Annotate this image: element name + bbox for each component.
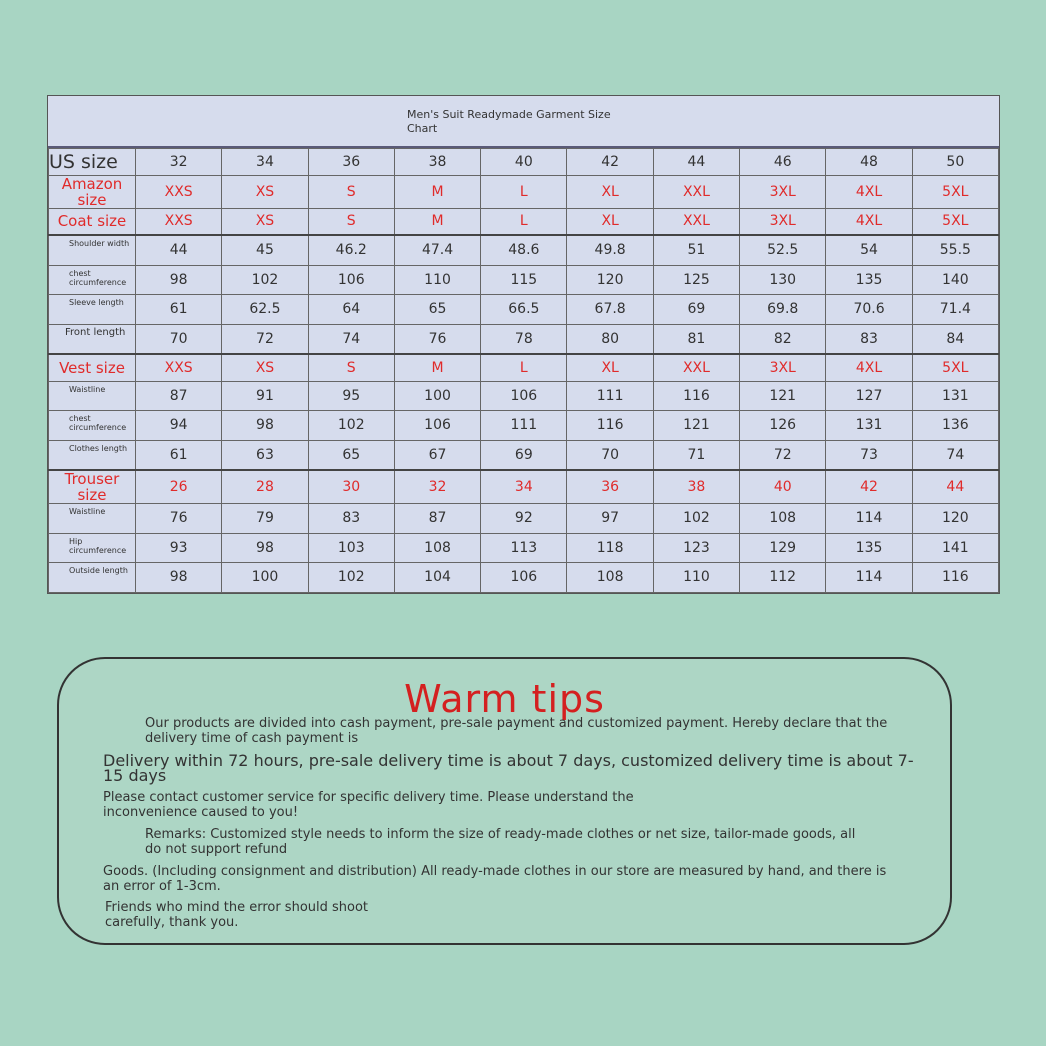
table-cell: 66.5 [481,295,567,325]
table-cell: 74 [308,324,394,354]
row-label: Amazon size [49,175,136,208]
table-cell: 114 [826,563,912,593]
size-chart [47,95,1000,594]
table-cell: 98 [222,533,308,563]
table-cell: 116 [653,381,739,411]
table-cell: 125 [653,265,739,295]
table-cell: 135 [826,533,912,563]
table-cell: 38 [394,149,480,176]
table-cell: 69.8 [740,295,826,325]
table-cell: 52.5 [740,235,826,265]
table-cell: 55.5 [912,235,998,265]
table-row [49,265,999,295]
table-cell: 73 [826,440,912,470]
tip-shoot-carefully: Friends who mind the error should shoot carefully, thank you. [105,900,369,930]
table-cell: 44 [653,149,739,176]
table-cell: 127 [826,381,912,411]
table-cell: 36 [567,470,653,504]
table-cell: 40 [481,149,567,176]
table-cell: 102 [308,563,394,593]
table-row [49,533,999,563]
chart-title-line1: Men's Suit Readymade Garment Size [407,108,611,121]
table-cell: 67 [394,440,480,470]
table-cell: L [481,354,567,381]
row-label: Clothes length [49,440,136,470]
table-cell: 121 [740,381,826,411]
table-cell: 136 [912,411,998,441]
tip-measurement-error: Goods. (Including consignment and distribution) All ready-made clothes in our store are measured by hand, and there is an error of 1-3cm. [103,864,887,894]
table-cell: XL [567,354,653,381]
table-cell: 92 [481,504,567,534]
table-cell: 112 [740,563,826,593]
table-cell: 69 [653,295,739,325]
table-cell: 44 [912,470,998,504]
row-label: Sleeve length [49,295,136,325]
table-cell: 81 [653,324,739,354]
table-cell: 83 [308,504,394,534]
row-label: Shoulder width [49,235,136,265]
table-cell: XL [567,208,653,235]
table-cell: 131 [826,411,912,441]
table-cell: 72 [222,324,308,354]
table-cell: 93 [136,533,222,563]
table-cell: 32 [394,470,480,504]
table-cell: XXS [136,208,222,235]
table-cell: 78 [481,324,567,354]
table-cell: 40 [740,470,826,504]
table-cell: S [308,354,394,381]
table-cell: 49.8 [567,235,653,265]
table-cell: 84 [912,324,998,354]
table-row [49,175,999,208]
table-row [49,381,999,411]
table-cell: 32 [136,149,222,176]
table-cell: 131 [912,381,998,411]
row-label: Waistline [49,381,136,411]
table-cell: M [394,354,480,381]
table-cell: 141 [912,533,998,563]
table-cell: 98 [136,265,222,295]
table-cell: 111 [481,411,567,441]
table-cell: XXL [653,175,739,208]
table-cell: 102 [653,504,739,534]
table-row [49,235,999,265]
row-label: Front length [49,324,136,354]
table-cell: 47.4 [394,235,480,265]
table-cell: 48 [826,149,912,176]
table-cell: 108 [740,504,826,534]
table-cell: M [394,175,480,208]
table-cell: 72 [740,440,826,470]
table-cell: 120 [912,504,998,534]
table-cell: 5XL [912,208,998,235]
table-cell: 79 [222,504,308,534]
tip-delivery-times: Delivery within 72 hours, pre-sale delivery time is about 7 days, customized delivery time is about 7-15 days [103,751,914,785]
row-label: US size [49,149,136,176]
table-cell: 65 [394,295,480,325]
table-cell: 74 [912,440,998,470]
table-row [49,149,999,176]
table-row [49,504,999,534]
row-label: chest circumference [49,265,136,295]
table-cell: 121 [653,411,739,441]
table-cell: L [481,208,567,235]
table-cell: 67.8 [567,295,653,325]
table-cell: 97 [567,504,653,534]
table-cell: 140 [912,265,998,295]
table-cell: 69 [481,440,567,470]
table-cell: M [394,208,480,235]
table-row [49,208,999,235]
table-cell: 94 [136,411,222,441]
table-cell: 42 [826,470,912,504]
table-cell: 76 [136,504,222,534]
table-cell: 5XL [912,354,998,381]
table-cell: 44 [136,235,222,265]
table-cell: 82 [740,324,826,354]
table-cell: 91 [222,381,308,411]
table-cell: XXS [136,354,222,381]
table-cell: 51 [653,235,739,265]
table-cell: 70 [136,324,222,354]
tip-payment-types: Our products are divided into cash payment, pre-sale payment and customized payment. Hereby declare that the delivery time of cash payment is [145,716,888,746]
table-cell: 61 [136,295,222,325]
chart-title [48,96,999,148]
warm-tips-box [57,657,952,945]
table-cell: XS [222,175,308,208]
table-cell: 100 [394,381,480,411]
table-cell: 45 [222,235,308,265]
table-cell: 95 [308,381,394,411]
table-cell: XXS [136,175,222,208]
table-cell: 123 [653,533,739,563]
table-cell: 83 [826,324,912,354]
table-cell: 110 [653,563,739,593]
table-cell: 4XL [826,208,912,235]
table-cell: 34 [481,470,567,504]
table-cell: XL [567,175,653,208]
table-cell: 111 [567,381,653,411]
table-cell: 70.6 [826,295,912,325]
table-cell: XXL [653,208,739,235]
table-cell: 3XL [740,354,826,381]
table-cell: 108 [394,533,480,563]
table-cell: 103 [308,533,394,563]
table-cell: 3XL [740,175,826,208]
table-cell: 26 [136,470,222,504]
table-cell: 36 [308,149,394,176]
table-cell: 106 [481,563,567,593]
table-cell: S [308,208,394,235]
table-cell: L [481,175,567,208]
table-cell: 71 [653,440,739,470]
table-cell: 126 [740,411,826,441]
table-cell: 4XL [826,354,912,381]
table-cell: 102 [308,411,394,441]
row-label: Outside length [49,563,136,593]
table-cell: 135 [826,265,912,295]
table-cell: 46 [740,149,826,176]
warm-tips-title: Warm tips [404,677,605,721]
table-row [49,295,999,325]
table-row [49,354,999,381]
table-cell: 116 [567,411,653,441]
table-cell: 113 [481,533,567,563]
table-cell: 100 [222,563,308,593]
table-cell: 106 [394,411,480,441]
table-cell: 76 [394,324,480,354]
table-cell: 116 [912,563,998,593]
table-cell: 4XL [826,175,912,208]
table-row [49,470,999,504]
table-row [49,411,999,441]
table-cell: 64 [308,295,394,325]
table-cell: XS [222,208,308,235]
table-row [49,563,999,593]
table-cell: 104 [394,563,480,593]
table-cell: 106 [481,381,567,411]
row-label: Waistline [49,504,136,534]
table-cell: 54 [826,235,912,265]
table-cell: 71.4 [912,295,998,325]
table-cell: 61 [136,440,222,470]
table-cell: 102 [222,265,308,295]
table-cell: 108 [567,563,653,593]
table-cell: 70 [567,440,653,470]
table-row [49,440,999,470]
table-cell: 48.6 [481,235,567,265]
table-cell: 63 [222,440,308,470]
table-cell: 118 [567,533,653,563]
table-cell: 3XL [740,208,826,235]
row-label: Coat size [49,208,136,235]
table-cell: 50 [912,149,998,176]
table-cell: 30 [308,470,394,504]
table-cell: 80 [567,324,653,354]
table-cell: 62.5 [222,295,308,325]
table-cell: XS [222,354,308,381]
row-label: Trouser size [49,470,136,504]
tip-contact-service: Please contact customer service for specific delivery time. Please understand the inconvenience caused to you! [103,790,634,820]
row-label: Vest size [49,354,136,381]
row-label: Hip circumference [49,533,136,563]
table-cell: 110 [394,265,480,295]
table-cell: 46.2 [308,235,394,265]
table-cell: 87 [394,504,480,534]
tip-remarks: Remarks: Customized style needs to inform the size of ready-made clothes or net size, tailor-made goods, all do not support refund [145,827,856,857]
size-table [48,148,999,593]
table-row [49,324,999,354]
table-cell: 129 [740,533,826,563]
row-label: chest circumference [49,411,136,441]
table-cell: 34 [222,149,308,176]
table-cell: 130 [740,265,826,295]
table-cell: 98 [136,563,222,593]
table-cell: 65 [308,440,394,470]
table-cell: 87 [136,381,222,411]
table-cell: 120 [567,265,653,295]
table-cell: 98 [222,411,308,441]
table-cell: 106 [308,265,394,295]
table-cell: 114 [826,504,912,534]
table-cell: 5XL [912,175,998,208]
chart-title-line2: Chart [407,122,438,135]
table-cell: 115 [481,265,567,295]
table-cell: S [308,175,394,208]
table-cell: XXL [653,354,739,381]
table-cell: 28 [222,470,308,504]
table-cell: 38 [653,470,739,504]
table-cell: 42 [567,149,653,176]
